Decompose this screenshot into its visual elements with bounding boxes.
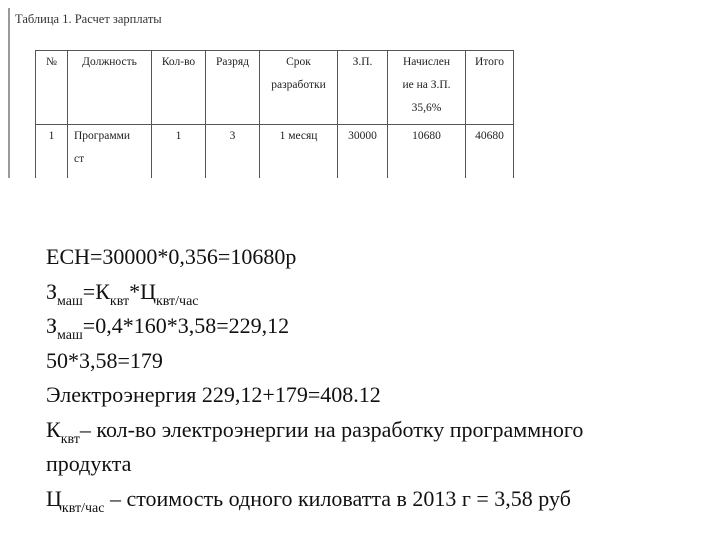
cell-count: 1 <box>152 125 206 179</box>
header-total: Итого <box>466 51 514 125</box>
table-row <box>36 125 514 179</box>
zmash-formula-line <box>46 275 720 310</box>
definition: – кол-во электроэнергии на разработку программного <box>79 416 584 442</box>
definition: – стоимость одного киловатта в 2013 г = 3,58 руб <box>104 485 571 511</box>
zmash-value-line <box>46 309 720 344</box>
header-term <box>260 51 338 125</box>
symbol: Ц <box>46 485 62 511</box>
header-num: № <box>36 51 68 125</box>
cell-position-line: Программи <box>74 130 131 142</box>
symbol: З <box>46 313 58 338</box>
header-term-line: разработки <box>271 79 326 91</box>
header-accrued-line: ие на З.П. <box>402 79 451 91</box>
esn-line: ЕСН=30000*0,356=10680р <box>46 244 297 269</box>
calculation-text <box>46 240 720 516</box>
subscript: маш <box>57 328 83 343</box>
cell-num: 1 <box>36 125 68 179</box>
definition-continuation-line: продукта <box>46 451 132 476</box>
cell-position <box>68 125 152 179</box>
header-accrued <box>388 51 466 125</box>
subscript: квт/час <box>61 500 105 516</box>
header-grade: Разряд <box>206 51 260 125</box>
cell-salary: 30000 <box>338 125 388 179</box>
kkvt-definition-line <box>46 413 720 448</box>
calc-line: 50*3,58=179 <box>46 347 163 373</box>
formula: =0,4*160*3,58=229,12 <box>82 313 290 338</box>
header-accrued-line: Начислен <box>403 56 450 68</box>
cell-accrued: 10680 <box>388 125 466 179</box>
cell-term: 1 месяц <box>260 125 338 179</box>
symbol: З <box>46 278 58 304</box>
subscript: квт <box>109 293 130 309</box>
cell-total: 40680 <box>466 125 514 179</box>
cell-grade: 3 <box>206 125 260 179</box>
salary-table <box>35 50 514 178</box>
subscript: квт/час <box>155 293 199 309</box>
header-position: Должность <box>68 51 152 125</box>
cell-position-line: ст <box>74 153 85 165</box>
symbol: =К <box>82 278 110 304</box>
subscript: маш <box>57 293 83 309</box>
header-accrued-line: 35,6% <box>411 102 442 114</box>
tskvt-definition-line <box>46 482 720 517</box>
table-caption: Таблица 1. Расчет зарплаты <box>15 12 162 26</box>
symbol: *Ц <box>129 278 156 304</box>
header-term-line: Срок <box>286 56 311 68</box>
subscript: квт <box>60 431 80 447</box>
symbol: К <box>46 416 61 442</box>
table-header-row <box>36 51 514 125</box>
table-screenshot <box>8 8 516 178</box>
header-salary: З.П. <box>338 51 388 125</box>
header-count: Кол-во <box>152 51 206 125</box>
electricity-line: Электроэнергия 229,12+179=408.12 <box>46 382 381 407</box>
